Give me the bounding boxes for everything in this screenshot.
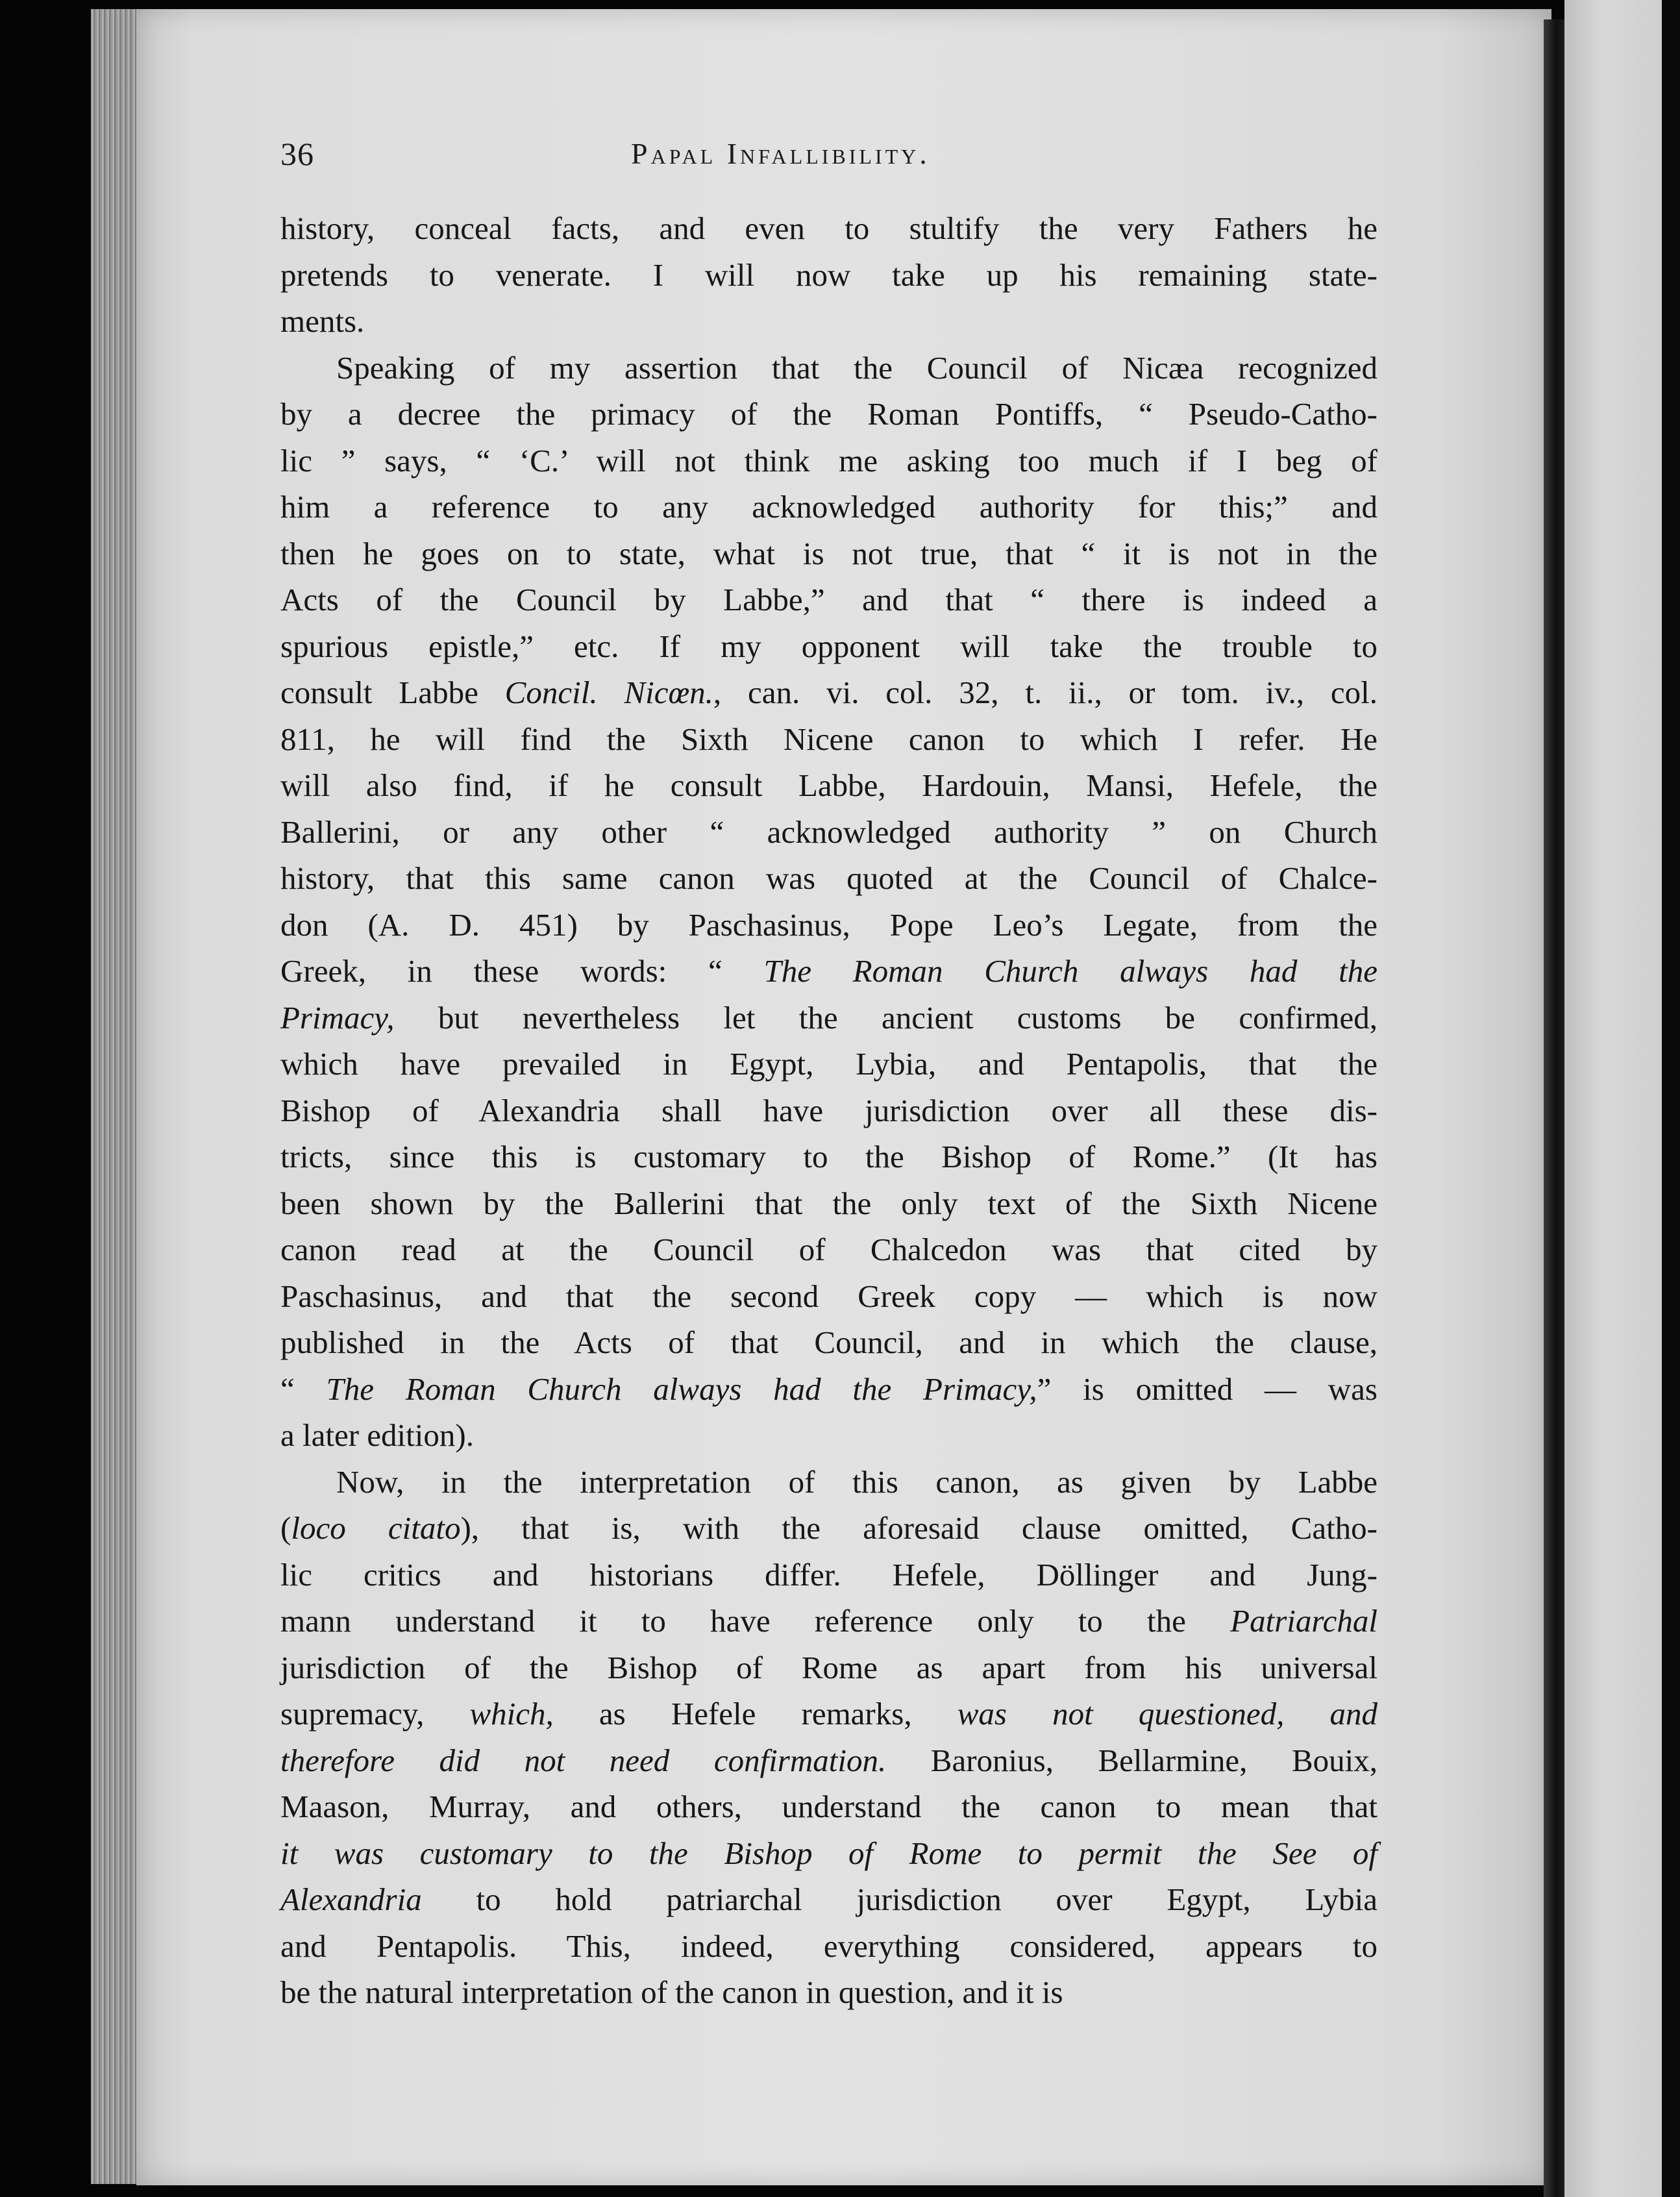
text-segment: Acts of the Council by Labbe,” and that “ there is indeed a bbox=[280, 582, 1377, 617]
text-line bbox=[280, 1087, 1377, 1134]
italic-text-segment: The Roman Church always had the Primacy, bbox=[326, 1371, 1037, 1407]
text-line bbox=[280, 1737, 1377, 1784]
text-segment: to hold patriarchal jurisdiction over Egypt, Lybia bbox=[421, 1881, 1377, 1917]
running-title: Papal Infallibility. bbox=[631, 137, 930, 170]
text-segment: jurisdiction of the Bishop of Rome as apart from his universal bbox=[280, 1649, 1377, 1685]
text-segment: lic ” says, “ ‘C.’ will not think me asking too much if I beg of bbox=[280, 442, 1377, 478]
italic-text-segment: which, bbox=[469, 1696, 554, 1732]
text-segment: a later edition). bbox=[280, 1417, 474, 1453]
text-line bbox=[280, 1134, 1377, 1180]
text-line bbox=[280, 484, 1377, 530]
text-segment: Paschasinus, and that the second Greek copy — which is now bbox=[280, 1278, 1377, 1314]
text-segment: history, conceal facts, and even to stultify the very Fathers he bbox=[280, 210, 1377, 246]
text-segment: Bishop of Alexandria shall have jurisdiction over all these dis- bbox=[280, 1092, 1377, 1128]
text-segment: Greek, in these words: “ bbox=[280, 953, 764, 989]
text-segment: Ballerini, or any other “ acknowledged authority ” on Church bbox=[280, 813, 1377, 850]
italic-text-segment: loco citato bbox=[291, 1510, 461, 1546]
facing-page-edge bbox=[1564, 0, 1662, 2197]
text-segment: consult Labbe bbox=[280, 675, 505, 710]
text-line bbox=[280, 1830, 1377, 1877]
text-segment: , can. vi. col. 32, t. ii., or tom. iv., col. bbox=[713, 675, 1377, 710]
italic-text-segment: Patriarchal bbox=[1230, 1603, 1377, 1639]
text-line bbox=[280, 623, 1377, 670]
text-segment: canon read at the Council of Chalcedon was that cited by bbox=[280, 1232, 1377, 1267]
text-line bbox=[280, 1319, 1377, 1366]
page-header bbox=[280, 135, 1377, 180]
text-line bbox=[280, 1783, 1377, 1830]
text-line bbox=[280, 1505, 1377, 1552]
text-line bbox=[280, 855, 1377, 902]
italic-text-segment: Concil. Nicœn. bbox=[504, 675, 713, 710]
text-segment: Now, in the interpretation of this canon, as given by Labbe bbox=[336, 1463, 1377, 1500]
page-stack-edges bbox=[91, 9, 143, 2184]
text-segment: mann understand it to have reference only to the bbox=[280, 1603, 1231, 1639]
text-segment: pretends to venerate. I will now take up his remaining state- bbox=[280, 256, 1377, 293]
text-line bbox=[280, 716, 1377, 763]
text-line bbox=[280, 1691, 1377, 1737]
text-line bbox=[280, 391, 1377, 438]
text-line bbox=[280, 1366, 1377, 1413]
italic-text-segment: Primacy, bbox=[280, 999, 395, 1036]
text-line bbox=[280, 902, 1377, 949]
text-segment: Speaking of my assertion that the Council of Nicæa recognized bbox=[336, 349, 1377, 386]
text-segment: will also find, if he consult Labbe, Hardouin, Mansi, Hefele, the bbox=[280, 767, 1377, 803]
text-line bbox=[280, 1923, 1377, 1970]
text-segment: 811, he will find the Sixth Nicene canon to which I refer. He bbox=[280, 721, 1377, 757]
text-segment: ments. bbox=[280, 303, 365, 339]
text-line bbox=[280, 577, 1377, 623]
text-line bbox=[280, 1041, 1377, 1087]
text-line bbox=[280, 809, 1377, 856]
text-line bbox=[280, 1645, 1377, 1691]
text-line bbox=[280, 1969, 1377, 2016]
text-line bbox=[280, 205, 1377, 252]
text-line bbox=[280, 345, 1377, 391]
text-line bbox=[280, 995, 1377, 1041]
text-line bbox=[280, 438, 1377, 484]
page-number: 36 bbox=[280, 136, 314, 172]
text-segment: but nevertheless let the ancient customs be confirmed, bbox=[394, 999, 1377, 1036]
text-segment: tricts, since this is customary to the Bishop of Rome.” (It has bbox=[280, 1139, 1377, 1174]
text-line bbox=[280, 1180, 1377, 1227]
text-line bbox=[280, 1226, 1377, 1273]
text-line bbox=[280, 1273, 1377, 1320]
text-line bbox=[280, 1459, 1377, 1506]
text-segment: spurious epistle,” etc. If my opponent will take the trouble to bbox=[280, 628, 1377, 664]
text-line bbox=[280, 1876, 1377, 1923]
text-segment: as Hefele remarks, bbox=[553, 1696, 957, 1732]
text-segment: ” is omitted — was bbox=[1037, 1371, 1377, 1407]
text-segment: supremacy, bbox=[280, 1696, 470, 1732]
italic-text-segment: therefore did not need confirmation. bbox=[280, 1742, 887, 1778]
text-segment: lic critics and historians differ. Hefele, Döllinger and Jung- bbox=[280, 1556, 1377, 1593]
text-line bbox=[280, 298, 1377, 345]
italic-text-segment: was not questioned, and bbox=[957, 1696, 1377, 1732]
text-segment: Baronius, Bellarmine, Bouix, bbox=[886, 1742, 1377, 1778]
text-segment: ( bbox=[280, 1510, 291, 1546]
italic-text-segment: The Roman Church always had the bbox=[763, 953, 1377, 989]
text-line bbox=[280, 530, 1377, 577]
text-segment: Maason, Murray, and others, understand the canon to mean that bbox=[280, 1789, 1377, 1824]
text-segment: history, that this same canon was quoted at the Council of Chalce- bbox=[280, 860, 1377, 896]
text-segment: ), that is, with the aforesaid clause omitted, Catho- bbox=[460, 1510, 1378, 1546]
body-text bbox=[280, 205, 1377, 2016]
text-segment: don (A. D. 451) by Paschasinus, Pope Leo’s Legate, from the bbox=[280, 906, 1377, 943]
text-segment: “ bbox=[280, 1371, 327, 1407]
text-line bbox=[280, 762, 1377, 809]
text-segment: and Pentapolis. This, indeed, everything considered, appears to bbox=[280, 1928, 1377, 1964]
text-segment: be the natural interpretation of the canon in question, and it is bbox=[280, 1974, 1063, 2010]
text-line bbox=[280, 669, 1377, 716]
text-line bbox=[280, 1552, 1377, 1598]
text-line bbox=[280, 252, 1377, 299]
text-segment: him a reference to any acknowledged authority for this;” and bbox=[280, 489, 1377, 525]
text-line bbox=[280, 948, 1377, 995]
text-segment: by a decree the primacy of the Roman Pontiffs, “ Pseudo-Catho- bbox=[280, 396, 1377, 432]
italic-text-segment: it was customary to the Bishop of Rome to permit the See of bbox=[280, 1835, 1377, 1871]
scan-right-border bbox=[1662, 0, 1680, 2197]
text-segment: then he goes on to state, what is not true, that “ it is not in the bbox=[280, 535, 1377, 571]
text-segment: which have prevailed in Egypt, Lybia, and Pentapolis, that the bbox=[280, 1046, 1377, 1082]
italic-text-segment: Alexandria bbox=[280, 1881, 422, 1917]
text-line bbox=[280, 1412, 1377, 1459]
text-line bbox=[280, 1598, 1377, 1645]
text-segment: published in the Acts of that Council, and in which the clause, bbox=[280, 1324, 1377, 1360]
text-segment: been shown by the Ballerini that the only text of the Sixth Nicene bbox=[280, 1185, 1377, 1221]
book-gutter bbox=[1544, 19, 1564, 2197]
